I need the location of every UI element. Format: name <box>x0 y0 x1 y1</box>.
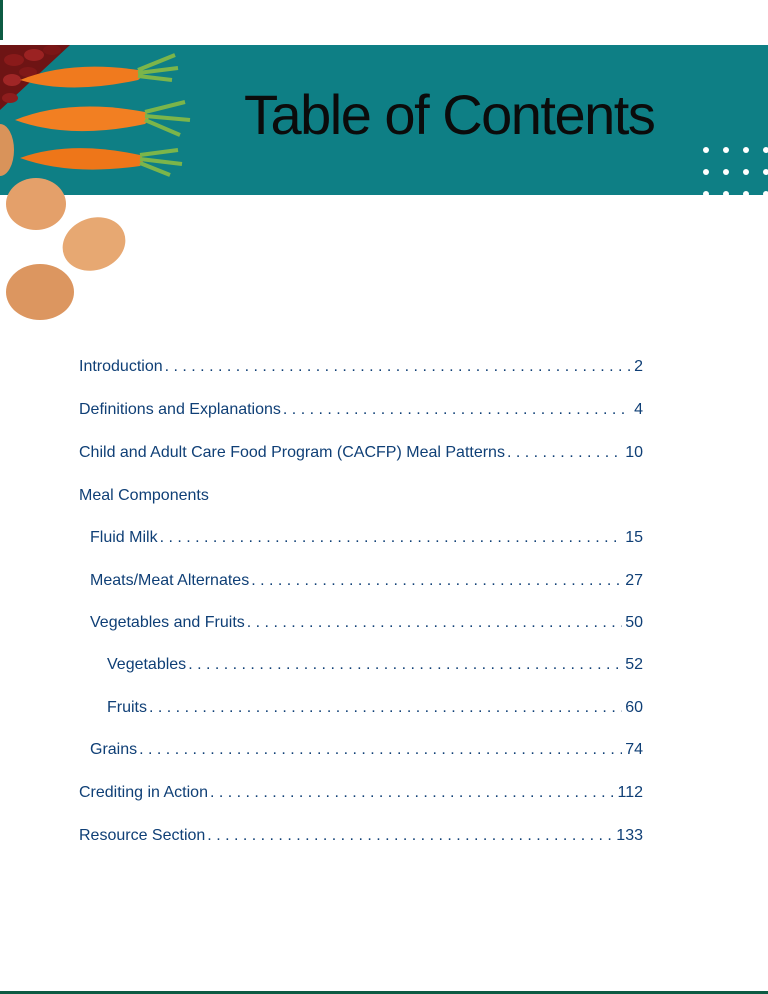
dot-grid-icon <box>700 144 768 200</box>
toc-entry-vegetables[interactable] <box>107 656 643 678</box>
toc-entry-label: Fluid Milk <box>90 529 158 546</box>
toc-entry-page: 133 <box>616 827 643 844</box>
toc-entry-meats-meat-alternates[interactable] <box>90 572 643 594</box>
page-title: Table of Contents <box>244 83 655 146</box>
dot-leader <box>160 529 623 547</box>
toc-entry-page: 112 <box>617 784 643 801</box>
toc-entry-grains[interactable] <box>90 741 643 763</box>
toc-entry-page: 27 <box>625 572 643 589</box>
dot-leader <box>210 784 615 802</box>
dot-leader <box>251 572 622 590</box>
toc-entry-cacfp-meal-patterns[interactable] <box>79 444 643 466</box>
toc-entry-crediting-in-action[interactable] <box>79 784 643 806</box>
toc-entry-label: Introduction <box>79 358 163 375</box>
toc-entry-fruits[interactable] <box>107 699 643 721</box>
toc-entry-page: 4 <box>634 401 643 418</box>
toc-entry-vegetables-and-fruits[interactable] <box>90 614 643 636</box>
toc-entry-label: Grains <box>90 741 138 758</box>
dot-leader <box>188 656 622 674</box>
toc-section-heading-meal-components: Meal Components <box>79 487 209 504</box>
toc-entry-label: Vegetables <box>107 656 187 673</box>
toc-entry-page: 50 <box>625 614 643 631</box>
toc-entry-page: 52 <box>625 656 643 673</box>
toc-entry-page: 74 <box>625 741 643 758</box>
toc-entry-definitions[interactable] <box>79 401 643 423</box>
toc-entry-label: Crediting in Action <box>79 784 208 801</box>
toc-entry-label: Resource Section <box>79 827 206 844</box>
dot-leader <box>247 614 622 632</box>
dot-leader <box>207 827 613 845</box>
dot-leader <box>139 741 622 759</box>
toc-entry-label: Child and Adult Care Food Program (CACFP) Meal Patterns <box>79 444 505 461</box>
toc-entry-page: 2 <box>634 358 643 375</box>
toc-entry-label: Definitions and Explanations <box>79 401 281 418</box>
toc-entry-fluid-milk[interactable] <box>90 529 643 551</box>
dot-leader <box>149 699 622 717</box>
dot-leader <box>165 358 631 376</box>
footer-band <box>0 980 768 994</box>
toc-entry-label: Meats/Meat Alternates <box>90 572 250 589</box>
food-illustration <box>0 40 200 330</box>
toc-entry-page: 15 <box>625 529 643 546</box>
toc-entry-page: 10 <box>625 444 643 461</box>
dot-leader <box>283 401 631 419</box>
toc-entry-resource-section[interactable] <box>79 827 643 849</box>
dot-leader <box>507 444 622 462</box>
page-edge-marker <box>0 0 3 40</box>
toc-entry-introduction[interactable] <box>79 358 643 380</box>
toc-entry-label: Fruits <box>107 699 147 716</box>
toc-entry-page: 60 <box>625 699 643 716</box>
toc-entry-label: Vegetables and Fruits <box>90 614 245 631</box>
